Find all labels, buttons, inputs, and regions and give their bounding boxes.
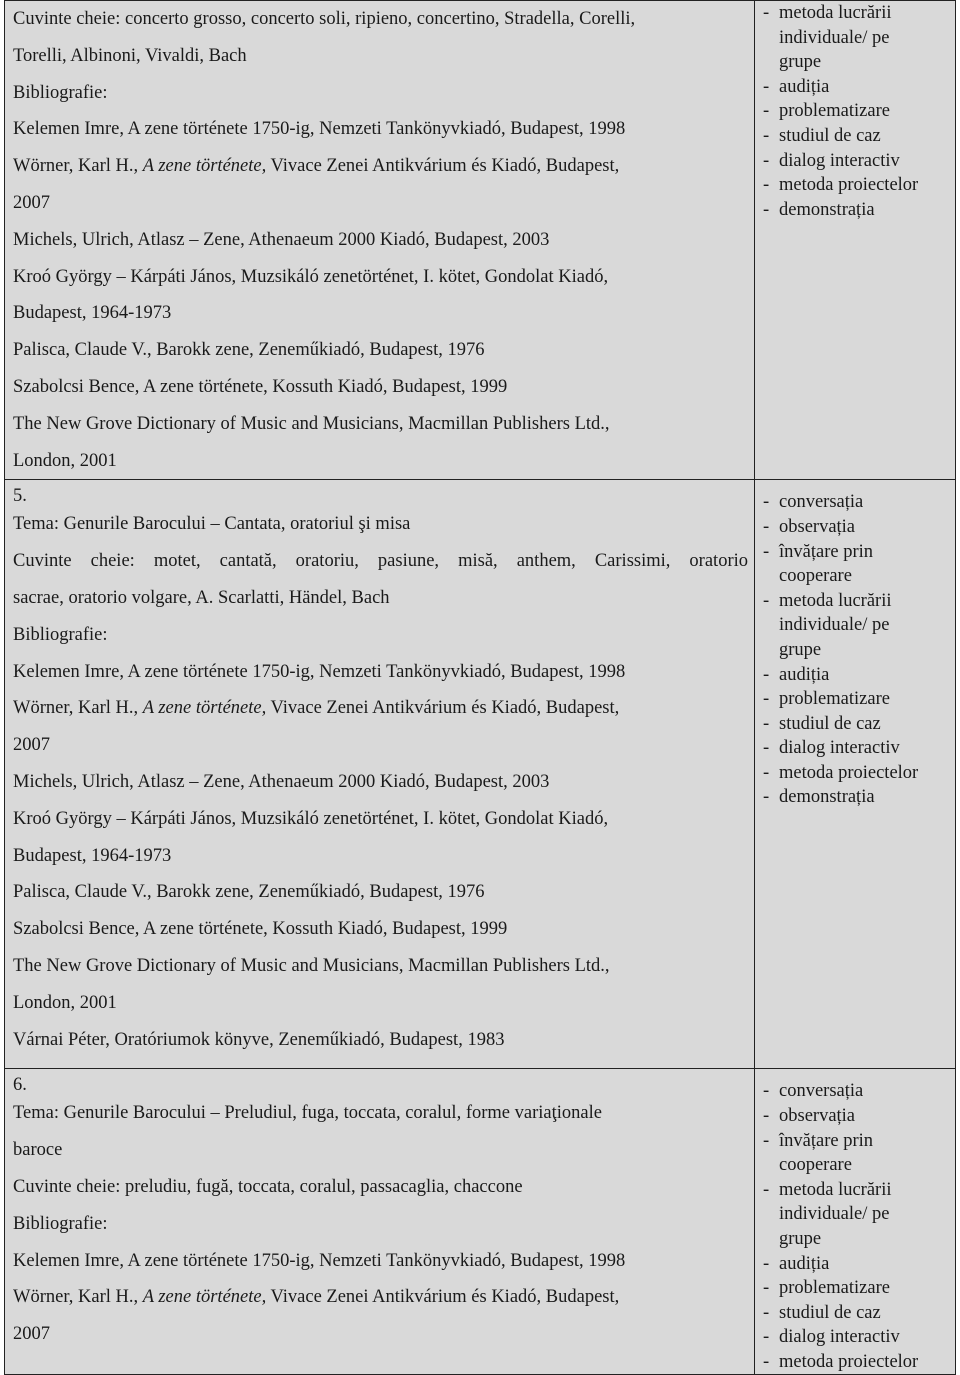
- method-item: [763, 663, 953, 688]
- method-label: metoda proiectelor: [779, 1351, 919, 1372]
- content-line: [13, 148, 748, 185]
- method-label: problematizare: [779, 101, 890, 122]
- citation-author: Wörner, Karl H.,: [13, 156, 143, 177]
- bullet-dash: -: [763, 516, 770, 537]
- bullet-dash: -: [763, 3, 770, 23]
- section-number: 5.: [13, 486, 27, 507]
- content-line: 2007: [13, 735, 50, 756]
- section-row: [5, 480, 956, 1069]
- content-line: Kroó György – Kárpáti János, Muzsikáló zenetörténet, I. kötet, Gondolat Kiadó,: [13, 266, 609, 287]
- content-line: Kelemen Imre, A zene története 1750-ig, Nemzeti Tankönyvkiadó, Budapest, 1998: [13, 119, 626, 140]
- bullet-dash: -: [763, 1351, 770, 1372]
- method-label: metoda lucrării individuale/ pe grupe: [779, 590, 892, 660]
- method-item: [763, 1276, 953, 1301]
- content-line: Tema: Genurile Barocului – Preludiul, fuga, toccata, coralul, forme variaţionale: [13, 1103, 602, 1124]
- method-item: [763, 1129, 953, 1178]
- method-label: demonstrația: [779, 199, 875, 220]
- method-label: studiul de caz: [779, 125, 881, 146]
- content-line: sacrae, oratorio volgare, A. Scarlatti, Händel, Bach: [13, 587, 390, 608]
- method-item: [763, 785, 953, 810]
- method-item: [763, 712, 953, 737]
- content-line: The New Grove Dictionary of Music and Musicians, Macmillan Publishers Ltd.,: [13, 955, 610, 976]
- method-item: [763, 1178, 953, 1252]
- bullet-dash: -: [763, 150, 770, 171]
- content-line: Budapest, 1964-1973: [13, 303, 172, 324]
- content-line: 2007: [13, 1324, 50, 1345]
- citation-publisher: Vivace Zenei Antikvárium és Kiadó, Budapest,: [266, 698, 620, 719]
- content-line: Tema: Genurile Barocului – Cantata, oratoriul şi misa: [13, 514, 411, 535]
- method-label: audiția: [779, 76, 830, 97]
- content-line: Bibliografie:: [13, 624, 108, 645]
- content-lines: [5, 1, 754, 479]
- bullet-dash: -: [763, 713, 770, 734]
- method-label: observația: [779, 516, 856, 537]
- method-label: studiul de caz: [779, 1302, 881, 1323]
- citation-title: A zene története,: [142, 156, 267, 177]
- methods-cell: [755, 1, 956, 480]
- content-line: Palisca, Claude V., Barokk zene, Zeneműkiadó, Budapest, 1976: [13, 340, 485, 361]
- bullet-dash: -: [763, 762, 770, 783]
- method-label: problematizare: [779, 689, 890, 710]
- method-item: [763, 736, 953, 761]
- content-line: Michels, Ulrich, Atlasz – Zene, Athenaeum 2000 Kiadó, Budapest, 2003: [13, 771, 550, 792]
- bullet-dash: -: [763, 590, 770, 611]
- method-item: [763, 589, 953, 663]
- method-item: [763, 1325, 953, 1350]
- bullet-dash: -: [763, 1081, 770, 1102]
- bullet-dash: -: [763, 738, 770, 759]
- method-label: metoda lucrării individuale/ pe grupe: [779, 1179, 892, 1249]
- method-label: metoda lucrării individuale/ pe grupe: [779, 3, 892, 73]
- bullet-dash: -: [763, 541, 770, 562]
- citation-publisher: Vivace Zenei Antikvárium és Kiadó, Budapest,: [266, 1287, 620, 1308]
- method-item: [763, 149, 953, 174]
- syllabus-table: [4, 0, 956, 1375]
- method-label: dialog interactiv: [779, 738, 900, 759]
- method-item: [763, 1252, 953, 1277]
- method-item: [763, 198, 953, 223]
- content-lines: [5, 480, 754, 1058]
- method-item: [763, 1, 953, 75]
- content-line: Kelemen Imre, A zene története 1750-ig, Nemzeti Tankönyvkiadó, Budapest, 1998: [13, 661, 626, 682]
- method-label: conversația: [779, 492, 864, 513]
- bullet-dash: -: [763, 1278, 770, 1299]
- method-item: [763, 124, 953, 149]
- content-line: Bibliografie:: [13, 1213, 108, 1234]
- content-line: Cuvinte cheie: concerto grosso, concerto soli, ripieno, concertino, Stradella, Corelli,: [13, 9, 636, 29]
- content-cell: [5, 1069, 755, 1375]
- bullet-dash: -: [763, 492, 770, 513]
- citation-author: Wörner, Karl H.,: [13, 698, 143, 719]
- bullet-dash: -: [763, 175, 770, 196]
- content-line: London, 2001: [13, 450, 117, 471]
- bullet-dash: -: [763, 76, 770, 97]
- method-item: [763, 761, 953, 786]
- content-line: Cuvinte cheie: preludiu, fugă, toccata, coralul, passacaglia, chaccone: [13, 1176, 523, 1197]
- content-line: Torelli, Albinoni, Vivaldi, Bach: [13, 45, 247, 66]
- section-row: [5, 1, 956, 480]
- citation-title: A zene története,: [142, 1287, 267, 1308]
- content-line: The New Grove Dictionary of Music and Musicians, Macmillan Publishers Ltd.,: [13, 413, 610, 434]
- bullet-dash: -: [763, 1105, 770, 1126]
- method-label: dialog interactiv: [779, 150, 900, 171]
- method-item: [763, 173, 953, 198]
- citation-publisher: Vivace Zenei Antikvárium és Kiadó, Budapest,: [266, 156, 620, 177]
- method-label: dialog interactiv: [779, 1327, 900, 1348]
- bullet-dash: -: [763, 199, 770, 220]
- methods-cell: [755, 480, 956, 1069]
- content-cell: [5, 480, 755, 1069]
- content-line: Szabolcsi Bence, A zene története, Kossuth Kiadó, Budapest, 1999: [13, 919, 508, 940]
- content-line: Budapest, 1964-1973: [13, 845, 172, 866]
- content-lines: [5, 1069, 754, 1353]
- methods-list: [755, 480, 955, 810]
- bullet-dash: -: [763, 1130, 770, 1151]
- content-line: Várnai Péter, Oratóriumok könyve, Zeneműkiadó, Budapest, 1983: [13, 1029, 505, 1050]
- bullet-dash: -: [763, 1302, 770, 1323]
- content-line: Michels, Ulrich, Atlasz – Zene, Athenaeum 2000 Kiadó, Budapest, 2003: [13, 229, 550, 250]
- method-label: observația: [779, 1105, 856, 1126]
- bullet-dash: -: [763, 101, 770, 122]
- bullet-dash: -: [763, 1253, 770, 1274]
- content-line: [13, 690, 748, 727]
- citation-author: Wörner, Karl H.,: [13, 1287, 143, 1308]
- content-line: Palisca, Claude V., Barokk zene, Zeneműkiadó, Budapest, 1976: [13, 882, 485, 903]
- method-item: [763, 1301, 953, 1326]
- content-line: Cuvinte cheie: motet, cantată, oratoriu, pasiune, misă, anthem, Carissimi, oratorio: [13, 551, 748, 572]
- method-label: problematizare: [779, 1278, 890, 1299]
- content-cell: [5, 1, 755, 480]
- method-item: [763, 687, 953, 712]
- section-row: [5, 1069, 956, 1375]
- bullet-dash: -: [763, 664, 770, 685]
- content-line: Kelemen Imre, A zene története 1750-ig, Nemzeti Tankönyvkiadó, Budapest, 1998: [13, 1250, 626, 1271]
- bullet-dash: -: [763, 1327, 770, 1348]
- method-label: metoda proiectelor: [779, 762, 919, 783]
- citation-title: A zene története,: [142, 698, 267, 719]
- bullet-dash: -: [763, 689, 770, 710]
- method-label: audiția: [779, 664, 830, 685]
- method-item: [763, 515, 953, 540]
- method-label: conversația: [779, 1081, 864, 1102]
- method-item: [763, 1350, 953, 1375]
- content-line: 2007: [13, 192, 50, 213]
- bullet-dash: -: [763, 125, 770, 146]
- methods-list: [755, 1069, 955, 1374]
- method-item: [763, 99, 953, 124]
- methods-list: [755, 1, 955, 222]
- content-line: London, 2001: [13, 992, 117, 1013]
- method-item: [763, 1079, 953, 1104]
- content-line: [13, 1279, 748, 1316]
- method-label: învățare prin cooperare: [779, 541, 873, 587]
- method-label: învățare prin cooperare: [779, 1130, 873, 1176]
- method-label: audiția: [779, 1253, 830, 1274]
- bullet-dash: -: [763, 787, 770, 808]
- method-item: [763, 1104, 953, 1129]
- method-item: [763, 540, 953, 589]
- section-number: 6.: [13, 1075, 27, 1096]
- method-item: [763, 75, 953, 100]
- bullet-dash: -: [763, 1179, 770, 1200]
- method-label: studiul de caz: [779, 713, 881, 734]
- content-line: baroce: [13, 1140, 63, 1161]
- method-label: metoda proiectelor: [779, 175, 919, 196]
- methods-cell: [755, 1069, 956, 1375]
- content-line: Bibliografie:: [13, 82, 108, 103]
- method-item: [763, 490, 953, 515]
- content-line: Kroó György – Kárpáti János, Muzsikáló zenetörténet, I. kötet, Gondolat Kiadó,: [13, 808, 609, 829]
- content-line: Szabolcsi Bence, A zene története, Kossuth Kiadó, Budapest, 1999: [13, 376, 508, 397]
- method-label: demonstrația: [779, 787, 875, 808]
